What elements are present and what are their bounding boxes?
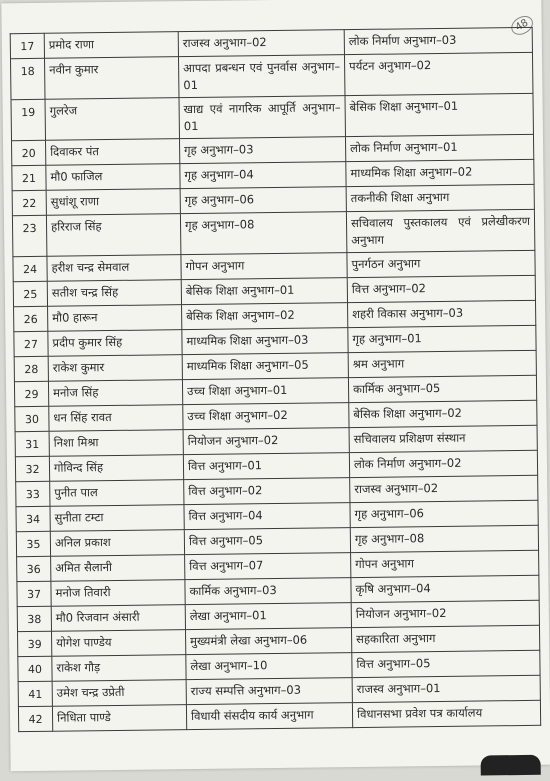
current-section-cell: लेखा अनुभाग–01	[185, 603, 351, 630]
current-section-cell: गृह अनुभाग–08	[180, 212, 346, 255]
transferred-section-cell: लोक निर्माण अनुभाग–02	[349, 450, 537, 477]
employee-name-cell: गुलरेज	[45, 98, 179, 141]
serial-number-cell: 19	[11, 99, 45, 140]
serial-number-cell: 38	[17, 606, 51, 631]
current-section-cell: वित्त अनुभाग–01	[183, 453, 349, 480]
current-section-cell: उच्च शिक्षा अनुभाग–01	[182, 378, 348, 405]
employee-name-cell: मौ0 हारून	[48, 305, 182, 332]
serial-number-cell: 34	[16, 506, 50, 531]
employee-name-cell: मनोज तिवारी	[51, 580, 185, 607]
transferred-section-cell: कार्मिक अनुभाग–05	[348, 375, 536, 402]
current-section-cell: गृह अनुभाग–06	[180, 187, 346, 214]
employee-name-cell: राकेश कुमार	[48, 355, 182, 382]
current-section-cell: राजस्व अनुभाग–02	[178, 30, 344, 57]
transferred-section-cell: गृह अनुभाग–08	[350, 525, 538, 552]
current-section-cell: वित्त अनुभाग–07	[185, 553, 351, 580]
transferred-section-cell: वित्त अनुभाग–05	[352, 650, 540, 677]
current-section-cell: नियोजन अनुभाग–02	[183, 428, 349, 455]
transferred-section-cell: बेसिक शिक्षा अनुभाग–01	[345, 93, 533, 136]
current-section-cell: लेखा अनुभाग–10	[186, 653, 352, 680]
transferred-section-cell: सचिवालय प्रशिक्षण संस्थान	[349, 425, 537, 452]
table-row	[18, 700, 540, 731]
current-section-cell: आपदा प्रबन्धन एवं पुनर्वास अनुभाग–01	[178, 55, 344, 98]
current-section-cell: माध्यमिक शिक्षा अनुभाग–03	[182, 328, 348, 355]
serial-number-cell: 26	[14, 306, 48, 331]
current-section-cell: गोपन अनुभाग	[181, 253, 347, 280]
bottom-shadow	[481, 755, 541, 776]
employee-name-cell: अमित सैलानी	[51, 555, 185, 582]
employee-name-cell: मौ0 फाजिल	[46, 164, 180, 191]
table-row	[11, 52, 533, 99]
current-section-cell: विधायी संसदीय कार्य अनुभाग	[186, 703, 352, 730]
current-section-cell: वित्त अनुभाग–04	[184, 503, 350, 530]
serial-number-cell: 41	[18, 681, 52, 706]
transferred-section-cell: गोपन अनुभाग	[351, 550, 539, 577]
page-marker: 48	[508, 12, 536, 38]
employee-name-cell: सतीश चन्द्र सिंह	[47, 280, 181, 307]
serial-number-cell: 35	[16, 531, 50, 556]
table-row	[12, 209, 534, 256]
current-section-cell: माध्यमिक शिक्षा अनुभाग–05	[182, 353, 348, 380]
transferred-section-cell: पर्यटन अनुभाग–02	[344, 52, 532, 95]
employee-name-cell: सुधांशू राणा	[46, 189, 180, 216]
transferred-section-cell: विधानसभा प्रवेश पत्र कार्यालय	[352, 700, 540, 727]
employee-name-cell: मनोज सिंह	[48, 380, 182, 407]
employee-name-cell: हरिराज सिंह	[46, 214, 180, 257]
transferred-section-cell: नियोजन अनुभाग–02	[351, 600, 539, 627]
transferred-section-cell: बेसिक शिक्षा अनुभाग–02	[349, 400, 537, 427]
serial-number-cell: 21	[12, 165, 46, 190]
transferred-section-cell: माध्यमिक शिक्षा अनुभाग–02	[346, 159, 534, 186]
employee-name-cell: नवीन कुमार	[45, 57, 179, 100]
serial-number-cell: 32	[15, 456, 49, 481]
employee-name-cell: निशा मिश्रा	[49, 430, 183, 457]
transferred-section-cell: सचिवालय पुस्तकालय एवं प्रलेखीकरण अनुभाग	[346, 209, 534, 252]
current-section-cell: राज्य सम्पत्ति अनुभाग–03	[186, 678, 352, 705]
current-section-cell: खाद्य एवं नागरिक आपूर्ति अनुभाग–01	[179, 96, 345, 139]
serial-number-cell: 37	[17, 581, 51, 606]
transferred-section-cell: राजस्व अनुभाग–02	[350, 475, 538, 502]
serial-number-cell: 24	[13, 256, 47, 281]
employee-name-cell: प्रमोद राणा	[44, 32, 178, 59]
transferred-section-cell: वित्त अनुभाग–02	[347, 275, 535, 302]
current-section-cell: कार्मिक अनुभाग–03	[185, 578, 351, 605]
serial-number-cell: 18	[11, 58, 45, 99]
transferred-section-cell: पुनर्गठन अनुभाग	[347, 250, 535, 277]
transfer-table-body	[10, 27, 540, 731]
current-section-cell: मुख्यमंत्री लेखा अनुभाग–06	[185, 628, 351, 655]
serial-number-cell: 25	[13, 281, 47, 306]
transferred-section-cell: कृषि अनुभाग–04	[351, 575, 539, 602]
serial-number-cell: 36	[17, 556, 51, 581]
employee-name-cell: सुनीता टम्टा	[50, 505, 184, 532]
current-section-cell: उच्च शिक्षा अनुभाग–02	[183, 403, 349, 430]
transferred-section-cell: राजस्व अनुभाग–01	[352, 675, 540, 702]
transferred-section-cell: गृह अनुभाग–06	[350, 500, 538, 527]
serial-number-cell: 40	[18, 656, 52, 681]
current-section-cell: वित्त अनुभाग–05	[184, 528, 350, 555]
transferred-section-cell: सहकारिता अनुभाग	[351, 625, 539, 652]
employee-name-cell: उमेश चन्द्र उप्रेती	[52, 680, 186, 707]
transferred-section-cell: लोक निर्माण अनुभाग–03	[344, 27, 532, 54]
employee-name-cell: धन सिंह रावत	[49, 405, 183, 432]
employee-name-cell: हरीश चन्द्र सेमवाल	[47, 255, 181, 282]
employee-name-cell: पुनीत पाल	[50, 480, 184, 507]
table-row	[11, 93, 533, 140]
current-section-cell: गृह अनुभाग–04	[180, 162, 346, 189]
transferred-section-cell: लोक निर्माण अनुभाग–01	[345, 134, 533, 161]
employee-name-cell: राकेश गौड़	[52, 655, 186, 682]
employee-name-cell: प्रदीप कुमार सिंह	[48, 330, 182, 357]
employee-name-cell: गोविन्द सिंह	[49, 455, 183, 482]
serial-number-cell: 20	[12, 140, 46, 165]
current-section-cell: वित्त अनुभाग–02	[184, 478, 350, 505]
serial-number-cell: 30	[15, 406, 49, 431]
serial-number-cell: 27	[14, 331, 48, 356]
employee-name-cell: अनिल प्रकाश	[50, 530, 184, 557]
current-section-cell: बेसिक शिक्षा अनुभाग–01	[181, 278, 347, 305]
serial-number-cell: 39	[18, 631, 52, 656]
serial-number-cell: 17	[10, 33, 44, 58]
serial-number-cell: 42	[18, 706, 52, 731]
transferred-section-cell: शहरी विकास अनुभाग–03	[348, 300, 536, 327]
transferred-section-cell: श्रम अनुभाग	[348, 350, 536, 377]
serial-number-cell: 23	[12, 215, 46, 256]
document-page	[1, 0, 550, 771]
current-section-cell: बेसिक शिक्षा अनुभाग–02	[182, 303, 348, 330]
transfer-table	[10, 27, 542, 732]
employee-name-cell: निधिता पाण्डे	[52, 705, 186, 732]
employee-name-cell: योगेश पाण्डेय	[52, 630, 186, 657]
serial-number-cell: 29	[14, 381, 48, 406]
serial-number-cell: 28	[14, 356, 48, 381]
transferred-section-cell: तकनीकी शिक्षा अनुभाग	[346, 184, 534, 211]
employee-name-cell: मौ0 रिजवान अंसारी	[51, 605, 185, 632]
transferred-section-cell: गृह अनुभाग–01	[348, 325, 536, 352]
current-section-cell: गृह अनुभाग–03	[179, 137, 345, 164]
serial-number-cell: 22	[12, 190, 46, 215]
serial-number-cell: 31	[15, 431, 49, 456]
serial-number-cell: 33	[16, 481, 50, 506]
employee-name-cell: दिवाकर पंत	[46, 139, 180, 166]
